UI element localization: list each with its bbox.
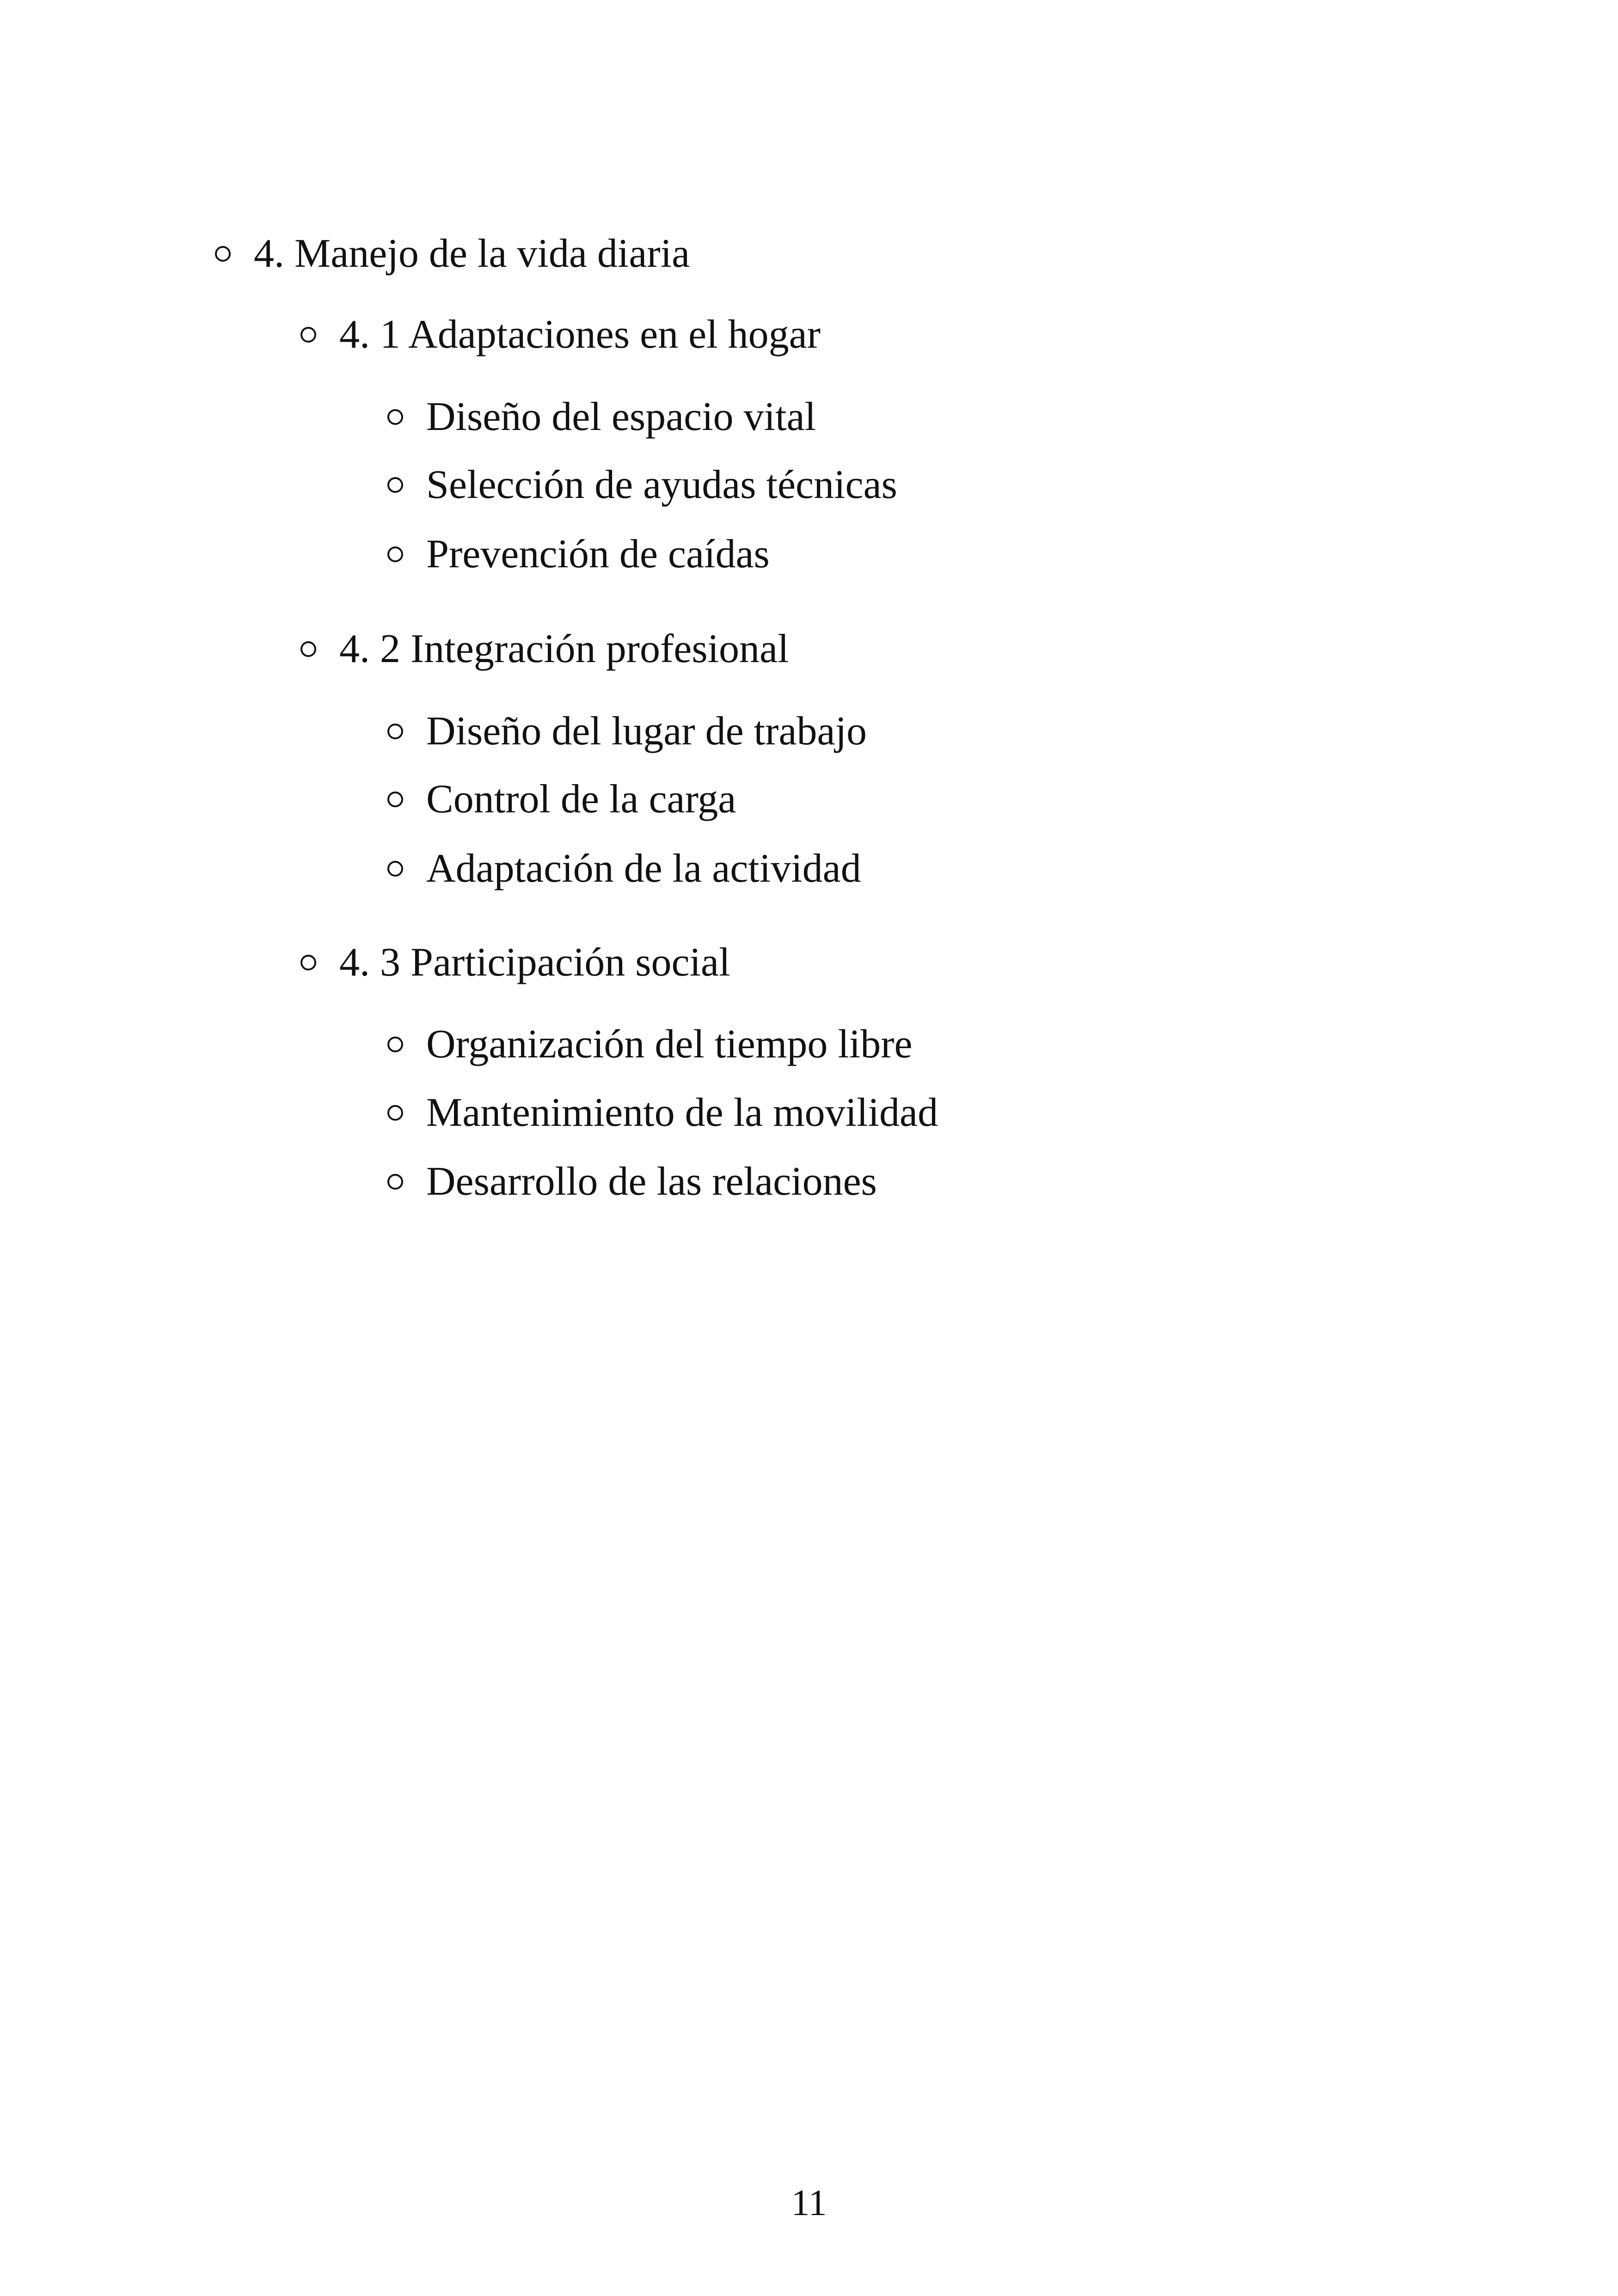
list-item-label: Prevención de caídas (426, 532, 770, 577)
page-number: 11 (791, 2183, 827, 2223)
subsection-label: 4. 3 Participación social (339, 940, 730, 985)
list-item-label: Desarrollo de las relaciones (426, 1159, 877, 1204)
list-item-label: Selección de ayudas técnicas (426, 462, 897, 507)
hollow-circle-icon (387, 1037, 403, 1052)
list-item-label: Control de la carga (426, 777, 736, 822)
outline-list-item (387, 1090, 938, 1135)
list-item-label: Diseño del lugar de trabajo (426, 709, 867, 754)
hollow-circle-icon (387, 724, 403, 739)
outline-list-item (387, 779, 736, 820)
outline-section-item (215, 233, 690, 274)
hollow-circle-icon (300, 955, 316, 970)
list-item-label: Diseño del espacio vital (426, 394, 816, 439)
outline-list-item (387, 1161, 877, 1202)
list-item-label: Organización del tiempo libre (426, 1022, 913, 1067)
list-item-label: Adaptación de la actividad (426, 846, 861, 891)
hollow-circle-icon (215, 246, 231, 262)
outline-list-item (387, 394, 816, 439)
hollow-circle-icon (300, 641, 316, 657)
hollow-circle-icon (387, 409, 403, 425)
outline-subsection-item (300, 942, 730, 983)
list-item-label: Mantenimiento de la movilidad (426, 1090, 938, 1135)
outline-list-item (387, 848, 861, 889)
hollow-circle-icon (387, 861, 403, 877)
outline-subsection-item (300, 314, 821, 355)
outline-list-item (387, 534, 770, 575)
section-label: 4. Manejo de la vida diaria (254, 231, 690, 276)
hollow-circle-icon (300, 327, 316, 343)
hollow-circle-icon (387, 546, 403, 562)
hollow-circle-icon (387, 477, 403, 493)
hollow-circle-icon (387, 1174, 403, 1190)
outline-list-item (387, 1024, 913, 1065)
hollow-circle-icon (387, 1105, 403, 1121)
outline-list-item (387, 462, 897, 507)
hollow-circle-icon (387, 792, 403, 807)
subsection-label: 4. 2 Integración profesional (339, 626, 789, 671)
subsection-label: 4. 1 Adaptaciones en el hogar (339, 312, 821, 357)
outline-subsection-item (300, 626, 789, 671)
outline-list-item (387, 711, 867, 752)
